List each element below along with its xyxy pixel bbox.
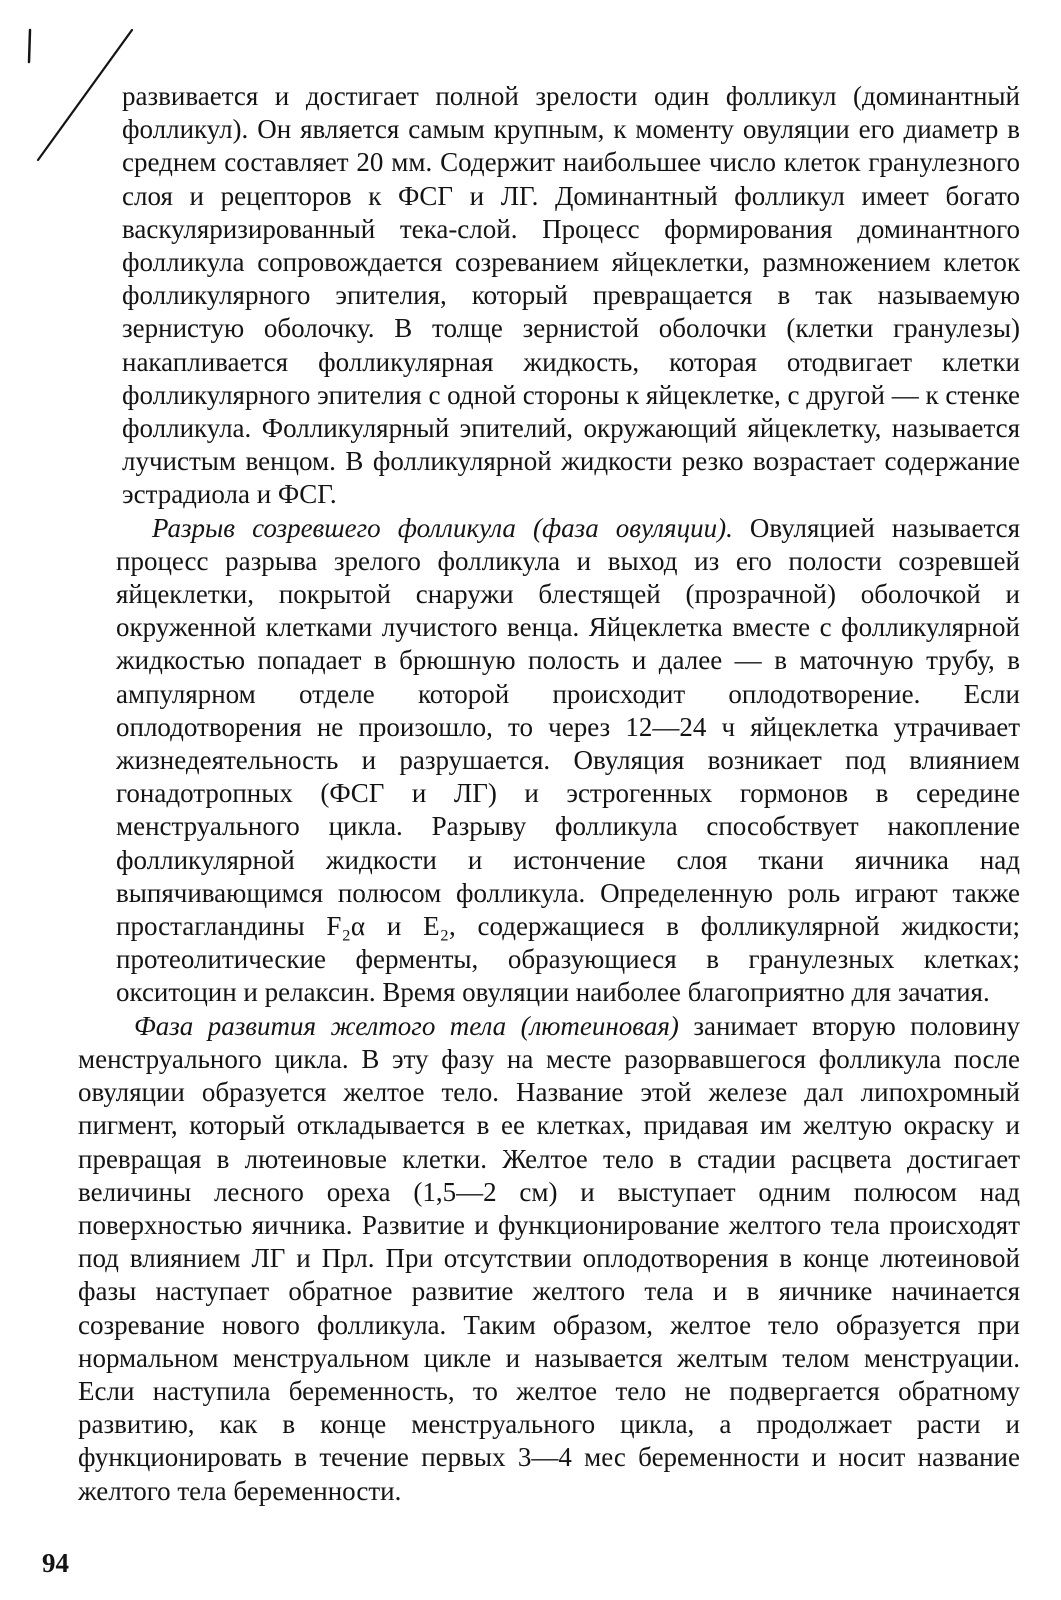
paragraph-ovulation [116, 512, 1020, 1010]
paragraph-luteal-phase [78, 1010, 1020, 1508]
paragraph-lead-ovulation-phase: Разрыв созревшего фолликула (фаза овуляции). [152, 512, 733, 543]
body-text [78, 80, 1020, 1508]
paragraph-text: занимает вторую половину менструального цикла. В эту фазу на месте разорвавшегося фолликула после овуляции образуется желтое тело. Название этой железе дал липохромный пигмент, который откладывается в ее клетках, придавая им желтую окраску и превращая в лютеиновые клетки. Желтое тело в стадии расцвета достигает величины лесного ореха (1,5—2 см) и выступает одним полюсом над поверхностью яичника. Развитие и функционирование желтого тела происходят под влиянием ЛГ и Прл. При отсутствии оплодотворения в конце лютеиновой фазы наступает обратное развитие желтого тела и в яичнике начинается созревание нового фолликула. Таким образом, желтое тело образуется при нормальном менструальном цикле и называется желтым телом менструации. Если наступила беременность, то желтое тело не подвергается обратному развитию, как в конце менструального цикла, а продолжает расти и функционировать в течение первых 3—4 мес беременности и носит название желтого тела беременности. [78, 1010, 1020, 1506]
page-number: 94 [42, 1548, 69, 1578]
short-vertical-pen-stroke [29, 30, 30, 62]
paragraph-lead-luteal-phase: Фаза развития желтого тела (лютеиновая) [134, 1010, 679, 1041]
paragraph-dominant-follicle [122, 80, 1020, 512]
paragraph-text: развивается и достигает полной зрелости один фолликул (доминантный фолликул). Он является самым крупным, к моменту овуляции его диаметр в среднем составляет 20 мм. Содержит наибольшее число клеток гранулезного слоя и рецепторов к ФСГ и ЛГ. Доминантный фолликул имеет богато васкуляризированный тека-слой. Процесс формирования доминантного фолликула сопровождается созреванием яйцеклетки, размножением клеток фолликулярного эпителия, который превращается в так называемую зернистую оболочку. В толще зернистой оболочки (клетки гранулезы) накапливается фолликулярная жидкость, которая отодвигает клетки фолликулярного эпителия с одной стороны к яйцеклетке, с другой — к стенке фолликула. Фолликулярный эпителий, окружающий яйцеклетку, называется лучистым венцом. В фолликулярной жидкости резко возрастает содержание эстрадиола и ФСГ. [122, 81, 1021, 510]
paragraph-text: Овуляцией называется процесс разрыва зрелого фолликула и выход из его полости созревшей яйцеклетки, покрытой снаружи блестящей (прозрачной) оболочкой и окруженной клетками лучистого венца. Яйцеклетка вместе с фолликулярной жидкостью попадает в брюшную полость и далее — в маточную трубу, в ампулярном отделе которой происходит оплодотворение. Если оплодотворения не произошло, то через 12—24 ч яйцеклетка утрачивает жизнедеятельность и разрушается. Овуляция возникает под влиянием гонадотропных (ФСГ и ЛГ) и эстрогенных гормонов в середине менструального цикла. Разрыву фолликула способствует накопление фолликулярной жидкости и истончение слоя ткани яичника над выпячивающимся полюсом фолликула. Определенную роль играют также простагландины F₂α и E₂, содержащиеся в фолликулярной жидкости; протеолитические ферменты, образующиеся в гранулезных клетках; окситоцин и релаксин. Время овуляции наиболее благоприятно для зачатия. [116, 512, 1020, 1008]
